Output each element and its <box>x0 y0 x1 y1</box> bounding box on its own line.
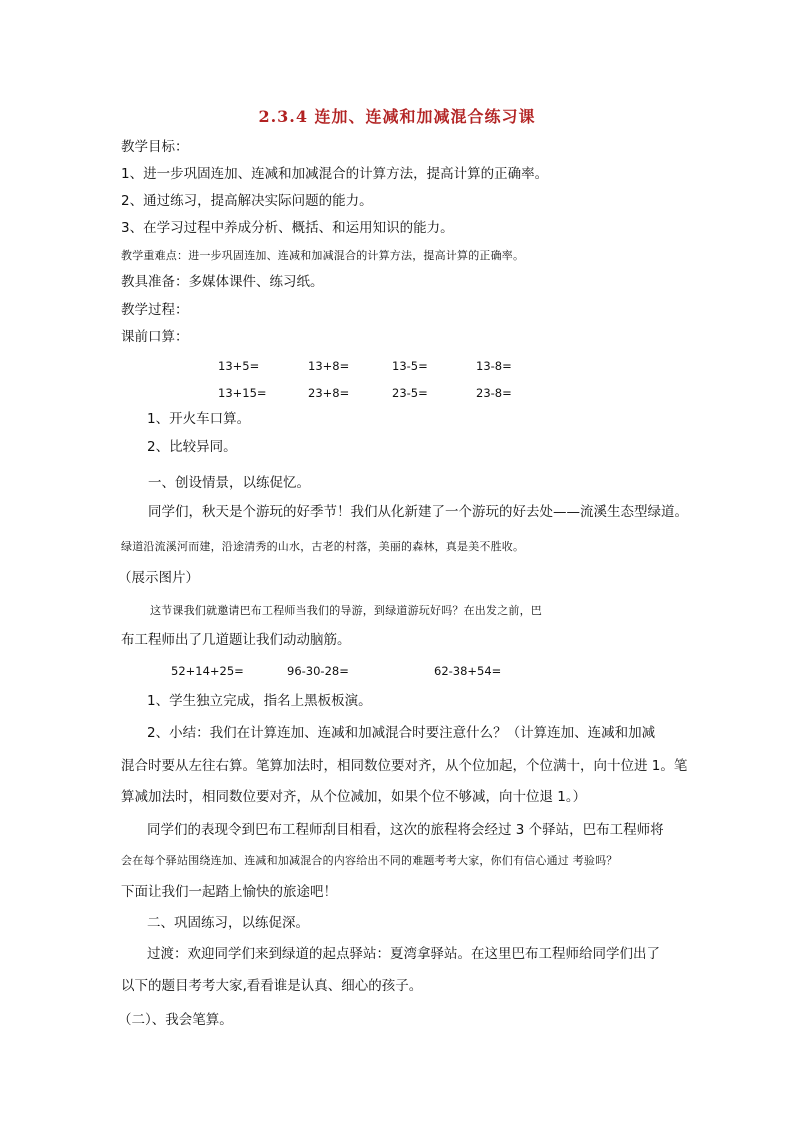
summary-line-1: 2、小结：我们在计算连加、连减和加减混合时要注意什么？（计算连加、连减和加减 <box>147 725 656 741</box>
oral-expression: 13-8= <box>476 359 512 373</box>
oral-expression: 13+8= <box>308 359 350 373</box>
section-2-heading: 二、巩固练习，以练促深。 <box>147 915 309 931</box>
goal-item-2: 2、通过练习，提高解决实际问题的能力。 <box>121 193 373 209</box>
show-picture-note: （展示图片） <box>118 570 199 586</box>
summary-line-2: 混合时要从左往右算。笔算加法时，相同数位要对齐，从个位加起，个位满十，向十位进 1。笔 <box>121 758 688 774</box>
subsection-written-calc: （二）、我会笔算。 <box>118 1012 233 1028</box>
oral-expression: 23-5= <box>392 386 428 400</box>
teaching-process-heading: 教学过程： <box>121 302 189 318</box>
document-title: 2.3.4 连加、连减和加减混合练习课 <box>258 107 536 126</box>
paragraph-2: 绿道沿流溪河而建，沿途清秀的山水，古老的村落，美丽的森林，真是美不胜收。 <box>121 540 525 553</box>
oral-expression: 13+5= <box>218 359 260 373</box>
teaching-tools: 教具准备：多媒体课件、练习纸。 <box>121 274 324 290</box>
oral-expression: 13+15= <box>218 386 267 400</box>
oral-step-2: 2、比较异同。 <box>147 439 237 455</box>
oral-expression: 23-8= <box>476 386 512 400</box>
paragraph-4-line-3: 下面让我们一起踏上愉快的旅途吧！ <box>121 884 337 900</box>
brain-expression: 96-30-28= <box>287 664 349 678</box>
paragraph-4-line-1: 同学们的表现令到巴布工程师刮目相看，这次的旅程将会经过 3 个驿站，巴布工程师将 <box>147 822 664 838</box>
paragraph-3-line-1: 这节课我们就邀请巴布工程师当我们的导游，到绿道游玩好吗？在出发之前，巴 <box>150 604 542 617</box>
paragraph-1: 同学们，秋天是个游玩的好季节！我们从化新建了一个游玩的好去处——流溪生态型绿道。 <box>148 504 688 520</box>
key-points: 教学重难点：进一步巩固连加、连减和加减混合的计算方法，提高计算的正确率。 <box>121 249 525 262</box>
transition-line-2: 以下的题目考考大家,看看谁是认真、细心的孩子。 <box>121 978 423 994</box>
goal-item-1: 1、进一步巩固连加、连减和加减混合的计算方法，提高计算的正确率。 <box>121 166 549 182</box>
oral-calc-heading: 课前口算： <box>121 329 189 345</box>
step-1: 1、学生独立完成，指名上黑板板演。 <box>147 693 372 709</box>
brain-expression: 62-38+54= <box>434 664 502 678</box>
oral-expression: 13-5= <box>392 359 428 373</box>
summary-line-3: 算减加法时，相同数位要对齐，从个位减加，如果个位不够减，向十位退 1。） <box>121 789 587 805</box>
oral-expression: 23+8= <box>308 386 350 400</box>
brain-expression: 52+14+25= <box>171 664 244 678</box>
oral-step-1: 1、开火车口算。 <box>147 411 251 427</box>
paragraph-3-line-2: 布工程师出了几道题让我们动动脑筋。 <box>121 632 351 648</box>
transition-line-1: 过渡：欢迎同学们来到绿道的起点驿站：夏湾拿驿站。在这里巴布工程师给同学们出了 <box>147 946 660 962</box>
goal-item-3: 3、在学习过程中养成分析、概括、和运用知识的能力。 <box>121 220 454 236</box>
section-1-heading: 一、创设情景，以练促忆。 <box>148 475 310 491</box>
teaching-goals-heading: 教学目标： <box>121 139 189 155</box>
paragraph-4-line-2: 会在每个驿站围绕连加、连减和加减混合的内容给出不同的难题考考大家，你们有信心通过 考验吗？ <box>121 854 618 867</box>
